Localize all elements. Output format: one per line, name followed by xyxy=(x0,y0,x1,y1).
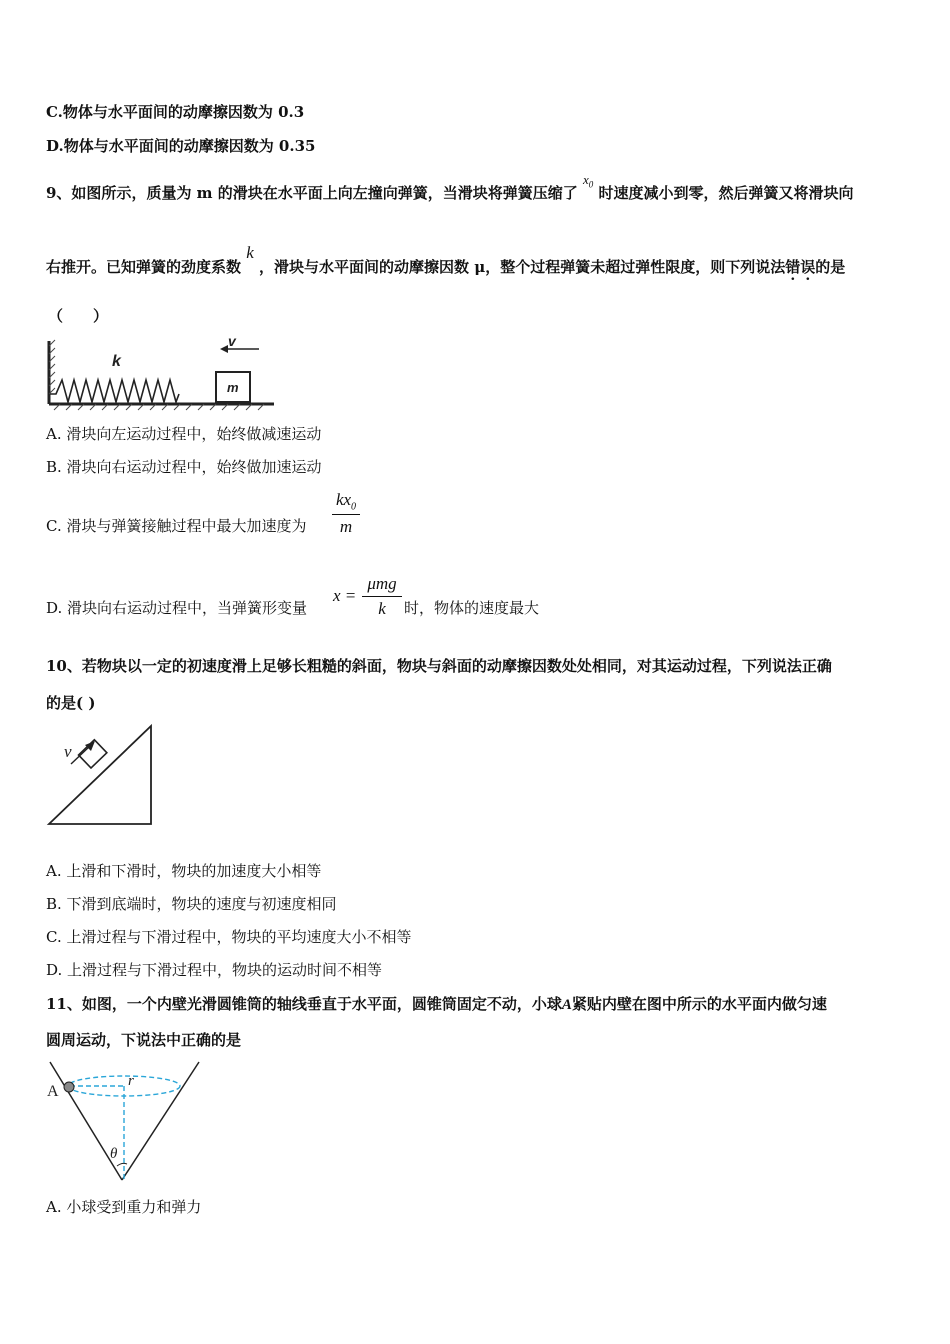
fig-theta-label: θ xyxy=(110,1146,118,1162)
q9-stem-line1 xyxy=(46,172,854,209)
q10-option-c: C. 上滑过程与下滑过程中，物块的平均速度大小不相等 xyxy=(46,928,412,946)
q11-stem-text-a: 11、如图，一个内壁光滑圆锥筒的轴线垂直于水平面，圆锥筒固定不动，小球 xyxy=(46,995,562,1013)
fraction-numerator xyxy=(332,490,360,512)
q9-stem-text-d: ，滑块与水平面间的动摩擦因数 μ，整个过程弹簧未超过弹性限度，则下列说法 xyxy=(259,258,786,276)
spring-coil xyxy=(50,380,179,402)
q9-x0-sub: 0 xyxy=(588,179,594,190)
q10-option-d: D. 上滑过程与下滑过程中，物块的运动时间不相等 xyxy=(46,961,383,979)
ball-a xyxy=(64,1082,74,1092)
q9-spring-figure xyxy=(44,336,279,412)
fraction-bar xyxy=(362,596,402,597)
q10-incline-figure xyxy=(44,722,159,830)
fig-v-label: v xyxy=(228,336,236,349)
q9-option-d xyxy=(46,598,307,618)
q9-stem-text-a: 9、如图所示，质量为 m 的滑块在水平面上向左撞向弹簧，当滑块将弹簧压缩了 xyxy=(46,184,578,202)
q9-option-d-text-b: 时，物体的速度最大 xyxy=(404,599,540,617)
q9-emphasis-char: 误 xyxy=(800,258,816,276)
q9-x0-x: x xyxy=(583,172,589,187)
q9-answer-bracket: （ ） xyxy=(48,307,109,325)
q9-emphasis-char: 错 xyxy=(785,258,801,276)
q9-stem-text-e: 的是 xyxy=(815,258,846,276)
q11-stem-text-b: 紧贴内壁在图中所示的水平面内做匀速 xyxy=(571,995,827,1013)
q11-cone-figure xyxy=(44,1058,204,1186)
q9-option-b: B. 滑块向右运动过程中，始终做加速运动 xyxy=(46,458,322,476)
fraction-denominator: k xyxy=(378,599,386,618)
q9-k-symbol: k xyxy=(246,243,254,262)
q8-option-c: C.物体与水平面间的动摩擦因数为 0.3 xyxy=(46,103,305,121)
fraction-denominator: m xyxy=(339,517,353,537)
q9-stem-line2 xyxy=(46,243,846,277)
q9-stem-text-c: 右推开。已知弹簧的劲度系数 xyxy=(46,258,242,276)
fig-m-label: m xyxy=(227,380,239,395)
fig-k-label: k xyxy=(112,353,121,370)
q9-stem-text-b: 时速度减小到零，然后弹簧又将滑块向 xyxy=(598,184,854,202)
fraction-bar xyxy=(332,514,360,515)
q8-option-d: D.物体与水平面间的动摩擦因数为 0.35 xyxy=(46,137,316,155)
q9-option-d-text-a: D. 滑块向右运动过程中，当弹簧形变量 xyxy=(46,599,308,617)
q11-ball-label: A xyxy=(561,997,572,1013)
q10-option-a: A. 上滑和下滑时，物块的加速度大小相等 xyxy=(46,862,322,880)
q9-emphasis xyxy=(785,258,815,276)
q9-option-d-fraction xyxy=(362,574,402,619)
q11-stem-line2: 圆周运动，下说法中正确的是 xyxy=(46,1031,242,1049)
q9-x0-symbol xyxy=(583,172,594,190)
q9-option-c-fraction xyxy=(332,490,360,537)
fig-a-label: A xyxy=(47,1083,59,1100)
q11-stem-line1 xyxy=(46,994,827,1015)
q10-stem-line2: 的是( ) xyxy=(46,694,96,712)
fig-v-label: v xyxy=(64,742,72,761)
q9-option-d-x: x = xyxy=(333,586,357,605)
fraction-numerator-sub: 0 xyxy=(351,501,357,513)
fraction-numerator-text: kx xyxy=(335,490,352,509)
q10-stem-line1: 10、若物块以一定的初速度滑上足够长粗糙的斜面，物块与斜面的动摩擦因数处处相同，对其运动过程，下列说法正确 xyxy=(46,657,832,675)
q11-option-a: A. 小球受到重力和弹力 xyxy=(46,1198,202,1216)
q10-option-b: B. 下滑到底端时，物块的速度与初速度相同 xyxy=(46,895,337,913)
q9-option-c: C. 滑块与弹簧接触过程中最大加速度为 xyxy=(46,517,307,535)
fig-r-label: r xyxy=(128,1073,134,1089)
fraction-numerator: μmg xyxy=(367,574,397,593)
q9-option-a: A. 滑块向左运动过程中，始终做减速运动 xyxy=(46,425,322,443)
